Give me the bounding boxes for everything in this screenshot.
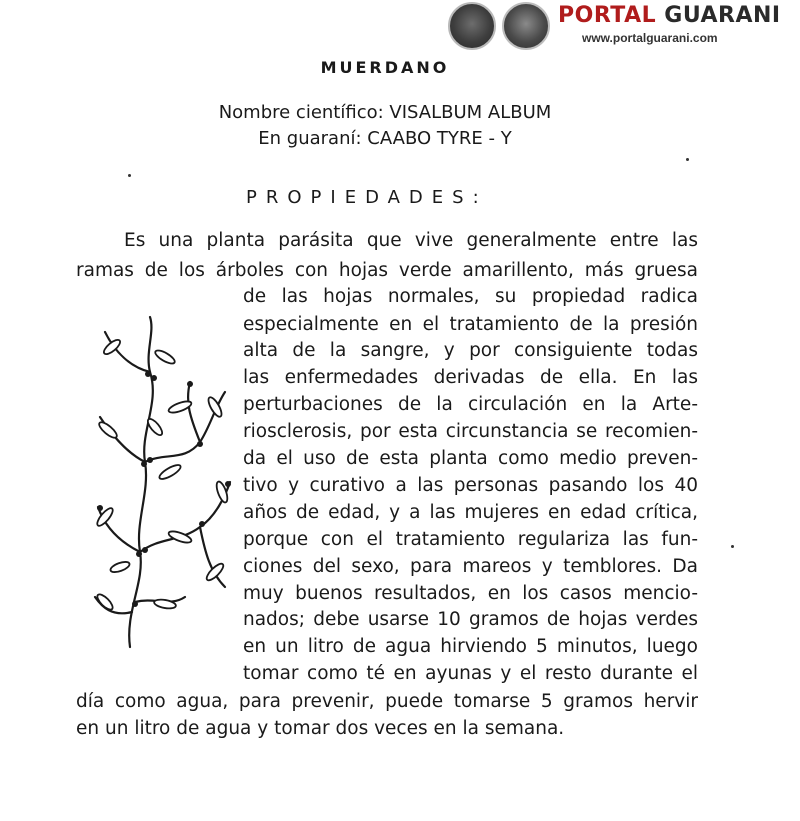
- site-url[interactable]: www.portalguarani.com: [582, 31, 718, 45]
- body-line: tivo y curativo a las personas pasando los 40: [243, 475, 698, 496]
- body-line: especialmente en el tratamiento de la presión: [243, 314, 698, 335]
- body-line: riosclerosis, por esta circunstancia se recomien-: [243, 421, 698, 442]
- body-line: ciones del sexo, para mareos y temblores. Da: [243, 556, 698, 577]
- body-line: las enfermedades derivadas de ella. En las: [243, 367, 698, 388]
- brand-name: PORTAL GUARANI: [558, 3, 781, 28]
- body-line: alta de la sangre, y por consiguiente todas: [243, 340, 698, 361]
- name-block: [0, 100, 770, 152]
- body-line: de las hojas normales, su propiedad radica: [243, 286, 698, 307]
- body-line: muy buenos resultados, en los casos mencio-: [243, 583, 698, 604]
- scientific-name: Nombre científico: VISALBUM ALBUM: [218, 102, 552, 123]
- body-line: porque con el tratamiento regulariza las fun-: [243, 529, 698, 550]
- body-line: años de edad, y a las mujeres en edad crítica,: [243, 502, 698, 523]
- print-speck: [731, 545, 734, 548]
- body-line: Es una planta parásita que vive generalmente entre las: [124, 230, 698, 251]
- print-speck: [686, 158, 689, 161]
- portal-guarani-logo[interactable]: [446, 0, 800, 52]
- body-line: nados; debe usarse 10 gramos de hojas verdes: [243, 609, 698, 630]
- print-speck: [128, 174, 131, 177]
- body-line: ramas de los árboles con hojas verde amarillento, más gruesa: [76, 260, 698, 281]
- seal-icon: [502, 2, 550, 50]
- body-line: en un litro de agua y tomar dos veces en la semana.: [76, 718, 565, 739]
- body-line: en un litro de agua hirviendo 5 minutos, luego: [243, 636, 698, 657]
- body-line: día como agua, para prevenir, puede tomarse 5 gramos hervir: [76, 691, 698, 712]
- body-line: tomar como té en ayunas y el resto durante el: [243, 663, 698, 684]
- section-heading: PROPIEDADES:: [246, 187, 488, 208]
- body-line: perturbaciones de la circulación en la Arte-: [243, 394, 698, 415]
- body-line: da el uso de esta planta como medio preven-: [243, 448, 698, 469]
- guarani-name: En guaraní: CAABO TYRE - Y: [258, 128, 512, 149]
- seal-icon: [448, 2, 496, 50]
- mistletoe-plant-illustration: [90, 312, 240, 652]
- page-title: MUERDANO: [320, 58, 450, 77]
